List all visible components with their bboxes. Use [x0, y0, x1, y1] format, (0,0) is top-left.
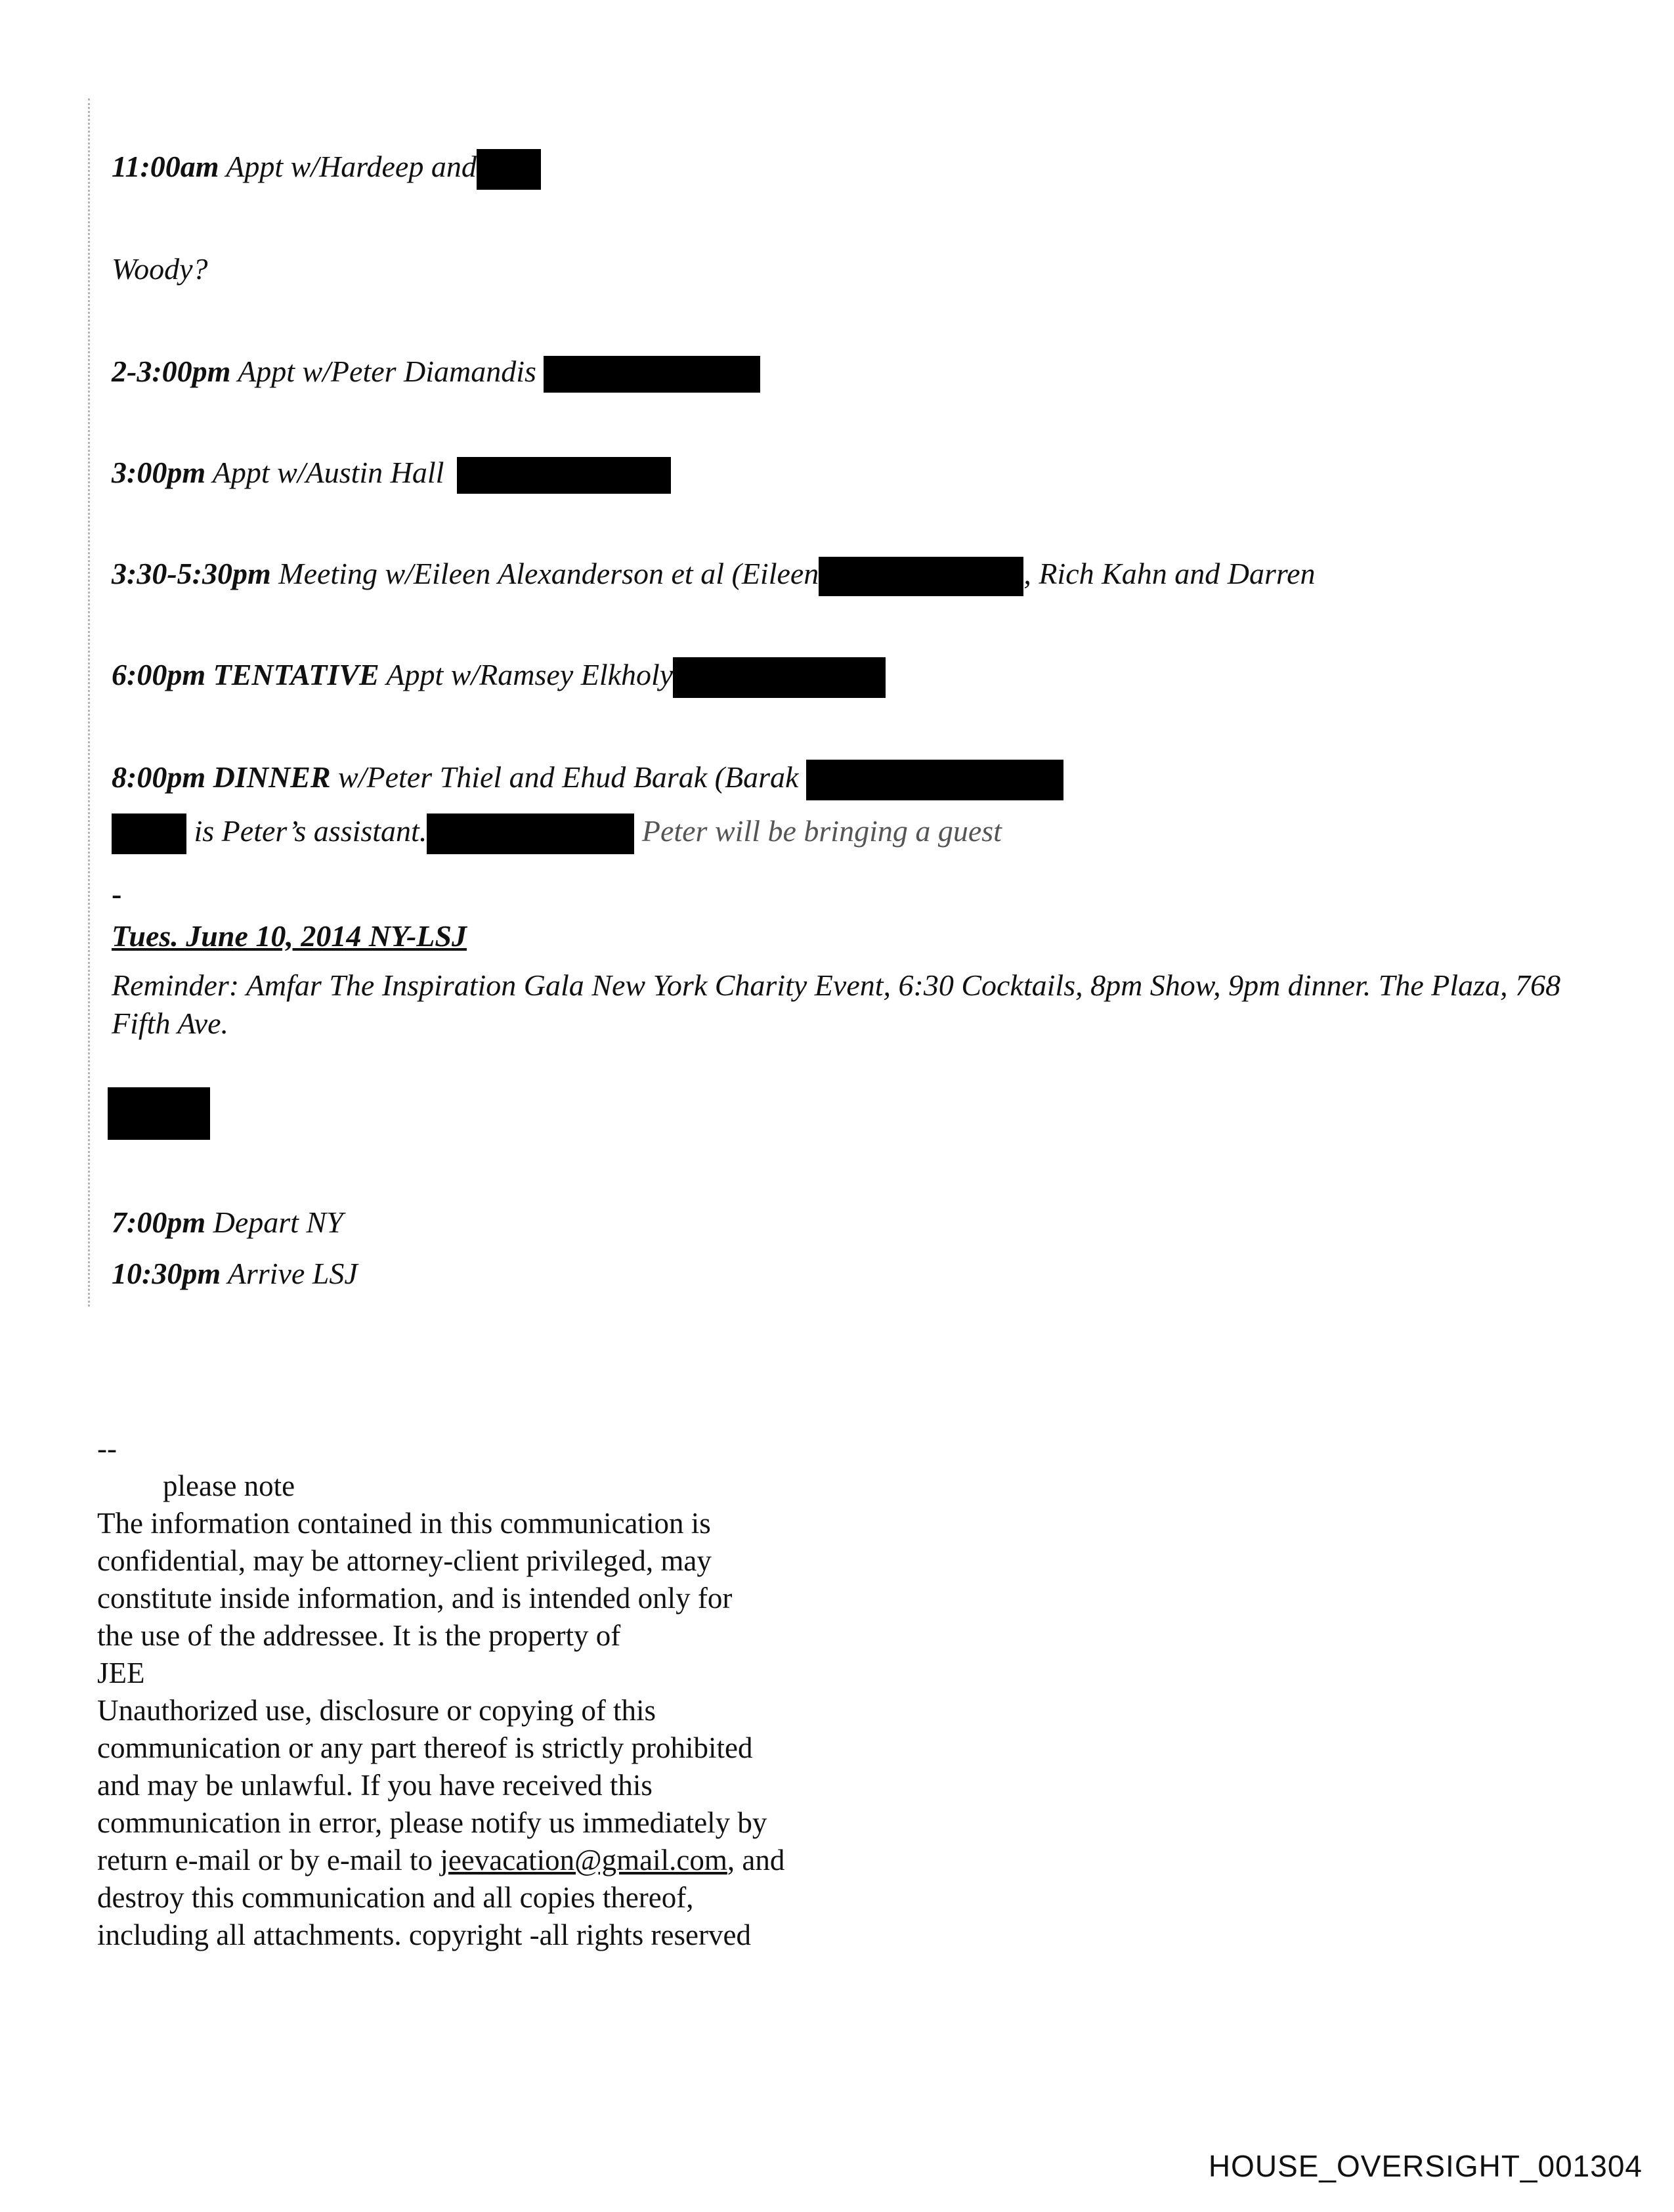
item-text: w/Peter Thiel and Ehud Barak (Barak	[330, 760, 799, 794]
depart-line	[112, 1204, 343, 1241]
disclaimer-line: and may be unlawful. If you have received this	[97, 1769, 653, 1802]
item-time: 11:00am	[112, 150, 219, 183]
item-time: 7:00pm	[112, 1205, 206, 1239]
disclaimer-line: communication in error, please notify us immediately by	[97, 1806, 767, 1839]
email-disclaimer	[97, 1430, 784, 1954]
signature-dashes: --	[97, 1432, 117, 1465]
assistant-note	[112, 813, 1002, 854]
redaction-box	[806, 760, 1063, 800]
return-prefix: return e-mail or by e-mail to	[97, 1844, 440, 1876]
schedule-item-1100am	[112, 148, 541, 190]
disclaimer-line: communication or any part thereof is strictly prohibited	[97, 1731, 753, 1764]
redaction-box	[819, 557, 1023, 596]
item-text: Appt w/Peter Diamandis	[230, 355, 536, 388]
disclaimer-line: confidential, may be attorney-client privileged, may	[97, 1544, 712, 1577]
item-text-after: , Rich Kahn and Darren	[1023, 557, 1316, 590]
item-time: 8:00pm DINNER	[112, 760, 331, 794]
schedule-item-6pm	[112, 657, 886, 698]
woody-text: Woody?	[112, 252, 208, 286]
please-note: please note	[163, 1469, 295, 1502]
arrive-line	[112, 1255, 358, 1292]
return-suffix: , and	[727, 1844, 785, 1876]
disclaimer-line: destroy this communication and all copies thereof,	[97, 1881, 694, 1914]
item-text: Appt w/Hardeep and	[219, 150, 477, 183]
item-text: Meeting w/Eileen Alexanderson et al (Eileen	[270, 557, 819, 590]
day-heading: Tues. June 10, 2014 NY-LSJ	[112, 919, 467, 953]
bates-number: HOUSE_OVERSIGHT_001304	[1208, 2149, 1642, 2183]
item-time: 2-3:00pm	[112, 355, 231, 388]
schedule-item-3pm	[112, 454, 671, 494]
disclaimer-line: constitute inside information, and is intended only for	[97, 1582, 733, 1615]
schedule-item-330pm	[112, 555, 1316, 596]
reminder-text: Reminder: Amfar The Inspiration Gala New York Charity Event, 6:30 Cocktails, 8pm Show, 9pm dinner. The Plaza, 768 Fifth Ave.	[112, 968, 1561, 1040]
item-time: 6:00pm TENTATIVE	[112, 658, 379, 691]
assistant-text-after: Peter will be bringing a guest	[634, 814, 1002, 848]
schedule-item-2pm	[112, 353, 760, 393]
item-time: 10:30pm	[112, 1257, 221, 1290]
quoted-text-bar	[88, 98, 90, 1307]
redaction-box	[477, 149, 541, 190]
item-text: Appt w/Ramsey Elkholy	[379, 658, 674, 691]
item-time: 3:00pm	[112, 456, 206, 489]
schedule-item-8pm	[112, 759, 1063, 800]
disclaimer-line: including all attachments. copyright -all rights reserved	[97, 1919, 751, 1951]
item-text: Arrive LSJ	[221, 1257, 358, 1290]
woody-note	[112, 251, 208, 288]
disclaimer-email-line	[97, 1842, 784, 1879]
redaction-box	[544, 356, 760, 393]
redaction-box	[112, 813, 186, 854]
assistant-text: is Peter’s assistant.	[186, 814, 427, 848]
item-text: Appt w/Austin Hall	[205, 456, 444, 489]
redaction-box	[427, 813, 634, 854]
redaction-box	[673, 657, 886, 698]
disclaimer-line: Unauthorized use, disclosure or copying of this	[97, 1694, 656, 1727]
redaction-box	[108, 1087, 210, 1140]
email-link[interactable]: jeevacation@gmail.com	[440, 1844, 727, 1876]
disclaimer-line: JEE	[97, 1657, 145, 1689]
item-text: Depart NY	[205, 1205, 343, 1239]
item-time: 3:30-5:30pm	[112, 557, 271, 590]
disclaimer-line: the use of the addressee. It is the property of	[97, 1619, 621, 1652]
redaction-box	[457, 457, 671, 494]
separator-dash: -	[112, 877, 122, 911]
disclaimer-line: The information contained in this communication is	[97, 1507, 711, 1540]
